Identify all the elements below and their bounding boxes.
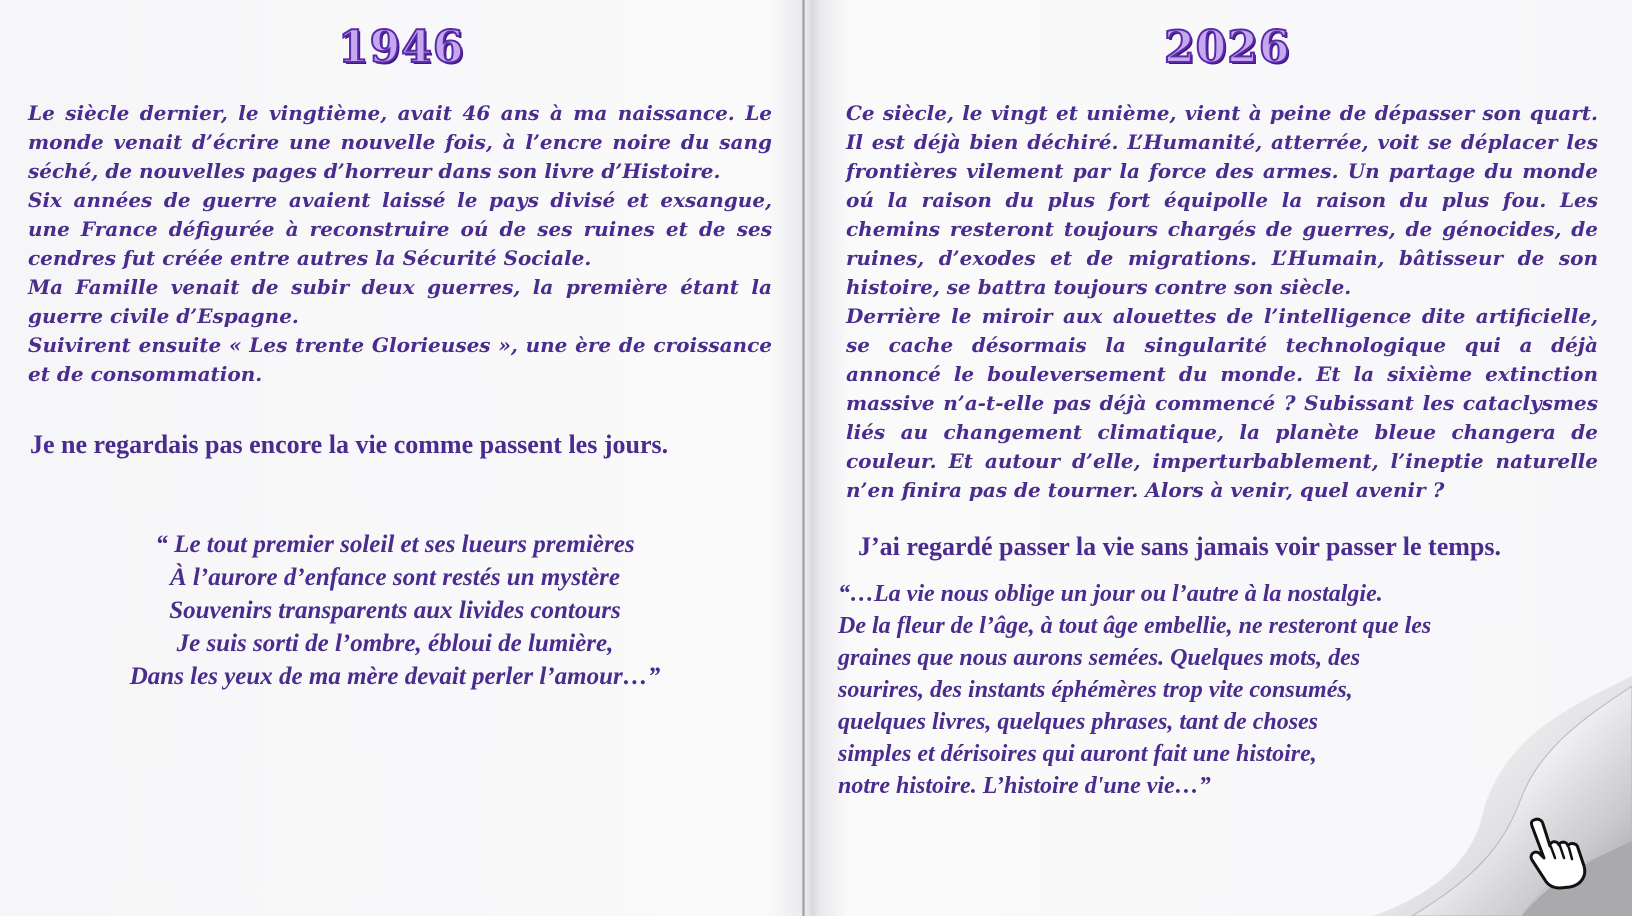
left-page-poem [40,528,750,693]
quote-line: quelques livres, quelques phrases, tant de choses [838,709,1319,735]
left-page-text [28,99,772,389]
quote-line: De la fleur de l’âge, à tout âge embellie, ne resteront que les [838,613,1432,639]
quote-line: “…La vie nous oblige un jour ou l’autre à la nostalgie. [838,581,1383,607]
right-page-year: 2026 [1164,22,1291,73]
right-page-tagline: J’ai regardé passer la vie sans jamais voir passer le temps. [858,532,1501,561]
right-page-text [846,99,1598,505]
paragraph: Suivirent ensuite « Les trente Glorieuses », une ère de croissance et de consommation. [28,333,772,386]
poem-line: Je suis sorti de l’ombre, ébloui de lumière, [176,630,614,657]
poem-line: Dans les yeux de ma mère devait perler l’amour…” [129,663,661,690]
left-page-year: 1946 [338,22,465,73]
paragraph: Derrière le miroir aux alouettes de l’intelligence dite artificielle, se cache désormais la singularité technologique qui a déjà annoncé le bouleversement du monde. Et la sixième extinction massive n’a-t-elle pas déjà commencé ? Subissant les cataclysmes liés au changement climatique, la planète bleue changera de couleur. Et autour d’elle, imperturbablement, l’ineptie naturelle n’en finira pas de tourner. Alors à venir, quel avenir ? [846,304,1598,502]
paragraph: Le siècle dernier, le vingtième, avait 46 ans à ma naissance. Le monde venait d’écrire une nouvelle fois, à l’encre noire du sang séché, de nouvelles pages d’horreur dans son livre d’Histoire. [28,101,772,183]
poem-line: À l’aurore d’enfance sont restés un mystère [170,564,620,591]
paragraph: Ce siècle, le vingt et unième, vient à peine de dépasser son quart. Il est déjà bien déchiré. L’Humanité, atterrée, voit se déplacer les frontières vilement par la force des armes. Un partage du monde oú la raison du plus fort équipolle la raison du plus fou. Les chemins resteront toujours chargés de guerres, de génocides, de ruines, d’exodes et de migrations. L’Humain, bâtisseur de son histoire, se battra toujours contre son siècle. [846,101,1598,299]
poem-line: Souvenirs transparents aux livides contours [169,597,621,624]
quote-line: sourires, des instants éphémères trop vite consumés, [838,677,1353,703]
left-page [0,0,802,916]
paragraph: Six années de guerre avaient laissé le pays divisé et exsangue, une France défigurée à reconstruire oú de ses ruines et de ses cendres fut créée entre autres la Sécurité Sociale. [28,188,772,270]
poem-line: “ Le tout premier soleil et ses lueurs premières [155,531,635,558]
book-spine [802,0,805,916]
quote-line: simples et dérisoires qui auront fait une histoire, [838,741,1317,767]
hand-pointer-icon [1520,814,1596,890]
quote-line: notre histoire. L’histoire d'une vie…” [838,773,1211,799]
left-page-tagline: Je ne regardais pas encore la vie comme passent les jours. [30,430,669,459]
paragraph: Ma Famille venait de subir deux guerres, la première étant la guerre civile d’Espagne. [28,275,772,328]
quote-line: graines que nous aurons semées. Quelques mots, des [838,645,1361,671]
